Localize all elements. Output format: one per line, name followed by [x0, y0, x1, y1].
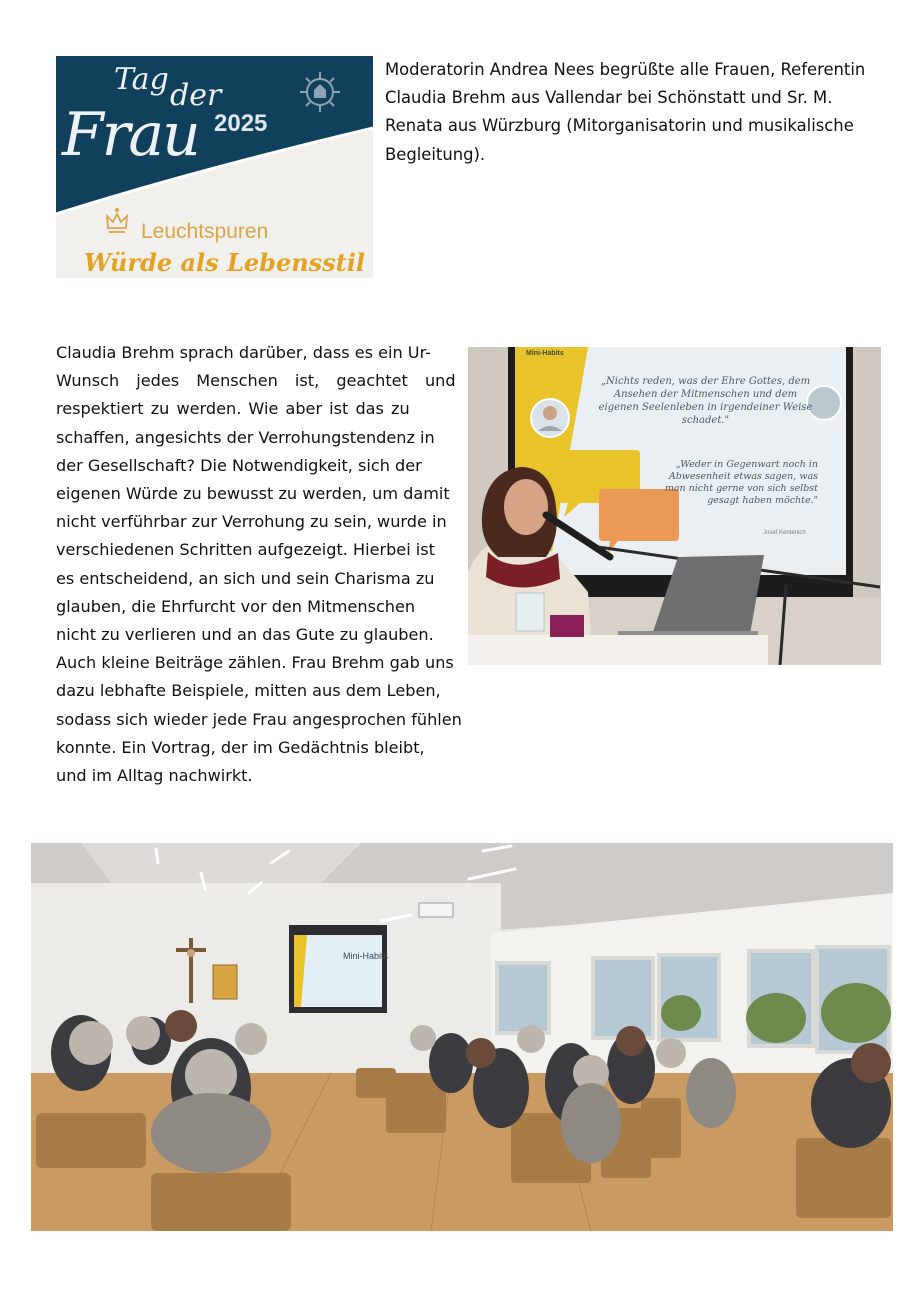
body-line: es entscheidend, an sich und sein Charisma zu	[56, 568, 435, 588]
slide-tag: Mini-Habits	[526, 350, 564, 357]
body-line: Auch kleine Beiträge zählen. Frau Brehm gab uns	[56, 653, 454, 673]
body-line: Wunsch jedes Menschen ist, geachtet und	[56, 371, 456, 391]
speaker-photo	[468, 347, 881, 665]
body-line: und im Alltag nachwirkt.	[56, 766, 253, 786]
logo-year: 2025	[214, 110, 268, 137]
logo-word-der: der	[170, 78, 222, 113]
logo-motto-line1: Leuchtspuren	[141, 220, 269, 243]
logo-word-frau: Frau	[62, 100, 199, 170]
body-line: nicht verführbar zur Verrohung zu sein, wurde in	[56, 512, 447, 532]
crest-icon	[296, 68, 344, 116]
hall-scene	[31, 843, 893, 1231]
logo-motto-line2: Würde als Lebensstil	[84, 248, 366, 277]
audience-hall-photo	[31, 843, 893, 1231]
projection-screen-title: Mini-Habits	[343, 951, 389, 961]
crown-icon	[105, 206, 129, 236]
body-line: sodass sich wieder jede Frau angesprochen fühlen	[56, 709, 462, 729]
logo-word-tag: Tag	[114, 62, 169, 97]
body-line: respektiert zu werden. Wie aber ist das zu	[56, 399, 410, 419]
body-line: konnte. Ein Vortrag, der im Gedächtnis bleibt,	[56, 737, 425, 757]
article-body	[56, 339, 462, 790]
body-line: dazu lebhafte Beispiele, mitten aus dem Leben,	[56, 681, 441, 701]
body-line: Claudia Brehm sprach darüber, dass es ein Ur-	[56, 343, 431, 362]
body-line: der Gesellschaft? Die Notwendigkeit, sich der	[56, 455, 422, 475]
slide-quote-author: Josef Kentenich	[763, 530, 806, 536]
body-line: nicht zu verlieren und an das Gute zu glauben.	[56, 625, 434, 645]
body-line: glauben, die Ehrfurcht vor den Mitmenschen	[56, 596, 416, 616]
body-line: schaffen, angesichts der Verrohungstendenz in	[56, 427, 435, 447]
body-line: eigenen Würde zu bewusst zu werden, um damit	[56, 484, 450, 504]
slide-quote-1: „Nichts reden, was der Ehre Gottes, dem Ansehen der Mitmenschen und dem eigenen Seelenleben in irgendeiner Weise schadet."	[598, 376, 813, 426]
event-logo	[56, 56, 373, 278]
body-line: verschiedenen Schritten aufgezeigt. Hierbei ist	[56, 540, 435, 560]
intro-paragraph: Moderatorin Andrea Nees begrüßte alle Frauen, Referentin Claudia Brehm aus Vallendar bei Schönstatt und Sr. M. Renata aus Würzburg (Mitorganisatorin und musikalische Begleitung).	[385, 60, 866, 164]
slide-quote-2: „Weder in Gegenwart noch in Abwesenheit etwas sagen, was man nicht gerne von sich selbst gesagt haben möchte."	[664, 459, 818, 506]
